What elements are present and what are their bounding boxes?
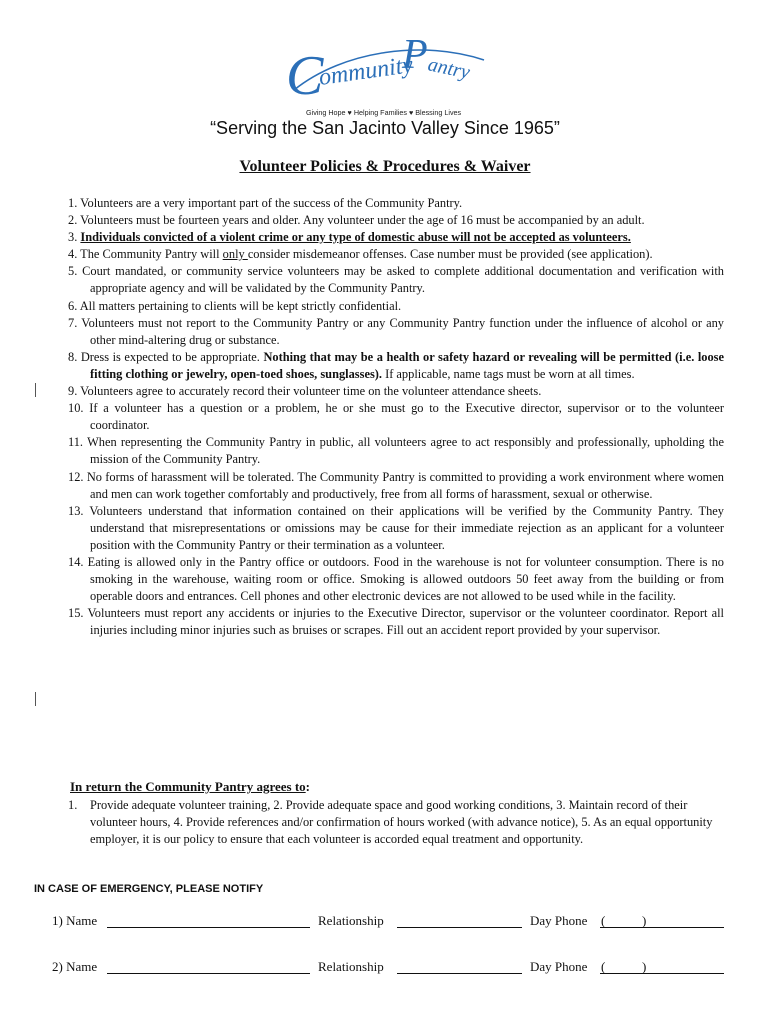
logo-letter-c: C (286, 45, 324, 107)
policy-text: Volunteers are a very important part of the success of the Community Pantry. (80, 196, 463, 210)
policy-text-emphasis: only (222, 247, 248, 262)
policy-item-7 (68, 315, 724, 349)
policy-item-15 (68, 605, 724, 639)
day-phone-label: Day Phone (530, 913, 588, 928)
policies-list (68, 195, 724, 639)
policy-item-10 (68, 400, 724, 434)
policy-item-11 (68, 434, 724, 468)
policy-text-post: consider misdemeanor offenses. Case number must be provided (see application). (247, 247, 653, 262)
policy-item-12 (68, 469, 724, 503)
agreement-heading (70, 779, 310, 795)
phone-close-paren: ) (642, 959, 647, 974)
day-phone-field[interactable] (600, 913, 724, 928)
phone-open-paren: ( (601, 913, 606, 928)
agreement-number: 1. (68, 798, 78, 812)
policy-text: No forms of harassment will be tolerated. The Community Pantry is committed to providing a work environment where women and men can work together comfortably and productively, free from all forms of harassment, sexual or otherwise. (86, 469, 724, 501)
policy-text-pre: The Community Pantry will (80, 247, 223, 262)
name-label: 1) Name (52, 913, 98, 928)
policy-text: Volunteers must report any accidents or injuries to the Executive Director, supervisor or the volunteer coordinator. Report all injuries including minor injuries such as bruises or scrapes. Fill out an accident report provided by your supervisor. (87, 606, 724, 638)
policy-number: 6. (68, 298, 78, 313)
policy-number: 12. (68, 469, 84, 484)
relationship-field[interactable] (397, 959, 522, 974)
policy-text: If a volunteer has a question or a problem, he or she must go to the Executive director, supervisor or to the volunteer coordinator. (89, 401, 724, 433)
policy-number: 13. (68, 503, 84, 518)
policy-item-9 (68, 383, 724, 400)
margin-change-bar (35, 692, 36, 706)
document-title: Volunteer Policies & Procedures & Waiver (239, 158, 531, 175)
logo-word-pantry: antry (425, 53, 472, 84)
policy-number: 1. (68, 196, 78, 210)
policy-text: Eating is allowed only in the Pantry office or outdoors. Food in the warehouse is not for volunteer consumption. There is no smoking in the warehouse, waiting room or office. Smoking is allowed outdoors 50 feet away from the building or from operable doors and entrances. Cell phones and other electronic devices are not allowed to be used while in the facility. (87, 554, 724, 604)
name-label: 2) Name (52, 959, 98, 974)
policy-item-3 (68, 229, 724, 246)
policy-text-post: If applicable, name tags must be worn at all times. (381, 366, 635, 381)
policy-number: 4. (68, 247, 78, 262)
relationship-label: Relationship (318, 913, 384, 928)
agreement-text: Provide adequate volunteer training, 2. Provide adequate space and good working conditions, 3. Maintain record of their volunteer hours, 4. Provide references and/or confirmation of hours worked (with advance notice), 5. As an equal opportunity employer, it is our policy to ensure that each volunteer is accorded equal treatment and opportunity. (90, 798, 713, 847)
policy-number: 14. (68, 554, 84, 569)
policy-number: 9. (68, 384, 78, 399)
agreement-heading-text: In return the Community Pantry agrees to (70, 779, 306, 794)
day-phone-label: Day Phone (530, 959, 588, 974)
policy-text: When representing the Community Pantry in public, all volunteers agree to act responsibly and professionally, upholding the mission of the Community Pantry. (87, 435, 725, 467)
logo-letter-p: P (402, 32, 428, 78)
logo-tagline: Giving Hope ♥ Helping Families ♥ Blessing Lives (306, 108, 462, 117)
policy-item-5 (68, 263, 724, 297)
community-pantry-logo (284, 30, 494, 118)
policy-text: Volunteers agree to accurately record their volunteer time on the volunteer attendance sheets. (80, 384, 542, 399)
policy-text: Volunteers must not report to the Community Pantry or any Community Pantry function under the influence of alcohol or any other mind-altering drug or substance. (81, 315, 724, 347)
policy-item-6 (68, 298, 724, 315)
policy-item-4 (68, 246, 724, 263)
policy-text-emphasis: Nothing that may be a health or safety hazard or revealing will be permitted (i.e. loose fitting clothing or jewelry, open-toed shoes, sunglasses). (90, 349, 724, 381)
policy-number: 5. (68, 264, 78, 279)
emergency-contact-row-2 (52, 959, 732, 979)
emergency-contact-row-1 (52, 913, 732, 933)
policy-number: 11. (68, 435, 84, 450)
policy-number: 3. (68, 230, 78, 245)
name-field[interactable] (107, 913, 310, 928)
policy-text: All matters pertaining to clients will be kept strictly confidential. (79, 298, 402, 313)
agreement-body (68, 797, 724, 848)
policy-text: Volunteers understand that information contained on their applications will be verified by the Community Pantry. They understand that misrepresentations or omissions may be cause for their immediate rejection as an applicant for a volunteer position with the Community Pantry or their termination as a volunteer. (89, 503, 725, 552)
policy-number: 7. (68, 315, 78, 330)
name-field[interactable] (107, 959, 310, 974)
phone-close-paren: ) (642, 913, 647, 928)
policy-item-8 (68, 349, 724, 383)
phone-open-paren: ( (601, 959, 606, 974)
policy-number: 10. (68, 401, 84, 416)
policy-item-13 (68, 503, 724, 554)
policy-number: 15. (68, 606, 84, 621)
policy-text: Volunteers must be fourteen years and older. Any volunteer under the age of 16 must be accompanied by an adult. (80, 213, 645, 228)
policy-number: 8. (68, 349, 78, 364)
logo-word-community: ommunity (317, 52, 415, 91)
policy-number: 2. (68, 213, 78, 228)
emergency-heading: IN CASE OF EMERGENCY, PLEASE NOTIFY (34, 883, 264, 895)
relationship-label: Relationship (318, 959, 384, 974)
day-phone-field[interactable] (600, 959, 724, 974)
policy-text: Individuals convicted of a violent crime or any type of domestic abuse will not be accepted as volunteers. (80, 230, 631, 245)
relationship-field[interactable] (397, 913, 522, 928)
policy-text-pre: Dress is expected to be appropriate. (80, 349, 264, 364)
agreement-heading-colon: : (305, 779, 311, 794)
service-tagline: “Serving the San Jacinto Valley Since 1965” (210, 118, 560, 138)
margin-change-bar (35, 383, 36, 397)
policy-item-14 (68, 554, 724, 605)
policy-text: Court mandated, or community service volunteers may be asked to complete additional documentation and verification with appropriate agency and will be validated by the Community Pantry. (82, 264, 724, 296)
policy-item-2 (68, 212, 724, 229)
policy-item-1 (68, 195, 724, 212)
